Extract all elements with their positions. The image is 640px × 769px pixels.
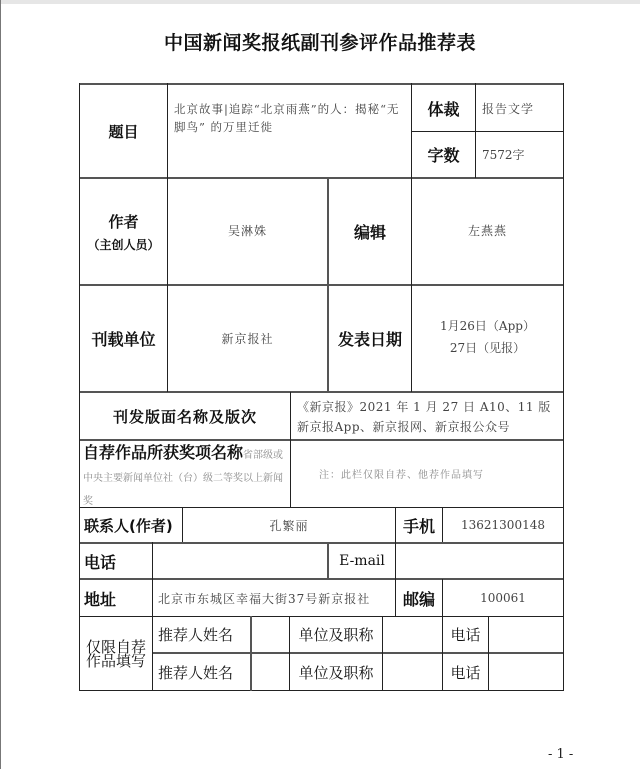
viewer-top-edge xyxy=(0,0,640,4)
document-title: 中国新闻奖报纸副刊参评作品推荐表 xyxy=(163,32,476,54)
email-label: E-mail xyxy=(339,553,385,569)
recommender-phone-value[interactable] xyxy=(489,617,563,652)
recommender-name-label: 推荐人姓名 xyxy=(158,663,234,682)
self-rec-label-line2: 作品填写 xyxy=(85,651,146,670)
author-label-cell xyxy=(80,179,167,284)
phone-label: 电话 xyxy=(84,552,117,572)
recommender-name-value[interactable] xyxy=(252,617,289,652)
postcode-value[interactable]: 100061 xyxy=(480,591,526,605)
self-rec-label-line1: 仅限自荐 xyxy=(85,637,146,656)
address-label: 地址 xyxy=(84,589,117,609)
page-number: - 1 - xyxy=(548,747,574,762)
recommender-unit-value[interactable] xyxy=(383,654,442,690)
recommender-name-value[interactable] xyxy=(252,654,289,690)
recommender-unit-value[interactable] xyxy=(383,617,442,652)
contact-value[interactable]: 孔繁丽 xyxy=(269,518,309,533)
phone-value[interactable] xyxy=(153,544,327,578)
award-value-note: 注：此栏仅限自荐、他荐作品填写 xyxy=(319,470,484,481)
recommender-phone-value[interactable] xyxy=(489,654,563,690)
editor-label: 编辑 xyxy=(353,223,386,242)
page-section-value[interactable] xyxy=(291,396,563,438)
page-section-line1: 《新京报》2021 年 1 月 27 日 A10、11 版 xyxy=(297,400,551,414)
pub-date-label: 发表日期 xyxy=(337,330,402,349)
title-label: 题目 xyxy=(108,123,139,141)
recommender-name-label: 推荐人姓名 xyxy=(158,626,234,644)
author-sublabel: （主创人员） xyxy=(87,237,160,252)
recommender-unit-label: 单位及职称 xyxy=(298,663,374,682)
award-note-inline: 省部级或 xyxy=(243,450,284,461)
publisher-label: 刊载单位 xyxy=(91,330,156,349)
recommender-unit-label: 单位及职称 xyxy=(298,626,374,644)
author-value[interactable]: 吴淋姝 xyxy=(227,224,267,238)
award-note: 中央主要新闻单位社（台）级二等奖以上新闻奖 xyxy=(83,473,283,507)
title-value[interactable]: 北京故事|追踪“北京雨燕”的人：揭秘“无脚鸟” 的万里迁徙 xyxy=(174,102,400,134)
pub-date-value[interactable] xyxy=(412,315,563,365)
award-label: 自荐作品所获奖项名称 xyxy=(83,443,244,462)
award-label-cell xyxy=(83,443,288,512)
pub-date-line2: 27日（见报） xyxy=(449,341,526,355)
award-value[interactable] xyxy=(291,440,563,507)
page-section-line2: 新京报App、新京报网、新京报公众号 xyxy=(297,420,511,434)
viewer-left-edge xyxy=(0,0,1,769)
word-count-value[interactable]: 7572字 xyxy=(482,148,525,162)
pub-date-line1: 1月26日（App） xyxy=(440,319,535,333)
author-label: 作者 xyxy=(108,212,139,231)
contact-label: 联系人(作者) xyxy=(84,516,173,535)
recommender-phone-label: 电话 xyxy=(450,626,481,644)
genre-value[interactable]: 报告文学 xyxy=(482,101,535,116)
mobile-value[interactable]: 13621300148 xyxy=(461,518,545,532)
address-value[interactable]: 北京市东城区幸福大街37号新京报社 xyxy=(158,591,371,606)
page-section-label: 刊发版面名称及版次 xyxy=(112,407,257,426)
recommender-phone-label: 电话 xyxy=(450,663,481,682)
genre-label: 体裁 xyxy=(427,99,460,119)
table-border-right xyxy=(563,83,564,691)
editor-value[interactable]: 左燕燕 xyxy=(467,224,507,238)
mobile-label: 手机 xyxy=(402,516,435,536)
email-value[interactable] xyxy=(396,544,563,578)
word-count-label: 字数 xyxy=(427,146,460,165)
postcode-label: 邮编 xyxy=(402,589,435,609)
publisher-value[interactable]: 新京报社 xyxy=(221,332,274,346)
self-rec-label xyxy=(80,617,152,690)
